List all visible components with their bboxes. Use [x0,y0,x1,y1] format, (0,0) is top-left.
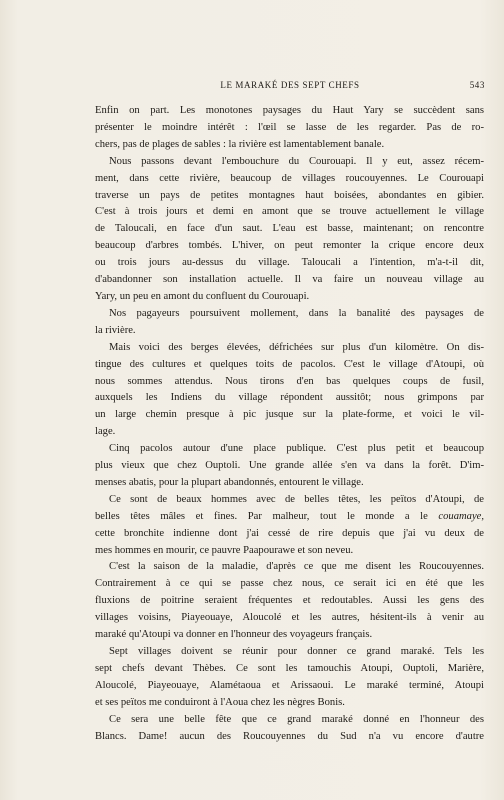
text-line: Blancs. Dame! aucun des Roucouyennes du Sud n'a vu encore d'autre [95,730,484,742]
text-line [95,509,484,526]
body-text [95,103,484,745]
text-line: traverse un pays de petites montagnes haut boisées, abondantes en gibier. [95,189,484,201]
text-line: de Taloucali, en face d'un saut. L'eau est basse, maintenant; on rencontre [95,223,484,235]
text-line: un large chemin presque à pic jusque sur la plate-forme, et voici le vil- [95,409,484,421]
running-title: LE MARAKÉ DES SEPT CHEFS [220,80,360,90]
text-line: Nos pagayeurs poursuivent mollement, dans la banalité des paysages de [109,307,484,319]
text-line: C'est la saison de la maladie, d'après ce que me disent les Roucouyennes. [109,561,484,573]
text-line: fluxions de poitrine seraient fréquentes et redoutables. Aussi les gens des [95,595,484,607]
text-line: C'est à trois jours et demi en amont que se trouve actuellement le village [95,206,484,218]
text-line: auxquels les Indiens du village répondent aussitôt; nous grimpons par [95,392,484,404]
text-fragment: belles têtes mâles et fines. Par malheur, tout le monde a le [95,510,428,522]
text-line: tingue des cultures et quelques toits de pacolos. C'est le village d'Atoupi, où [95,358,484,370]
text-line: chers, pas de plages de sables : la rivière est lamentablement banale. [95,138,385,150]
text-line: Enfin on part. Les monotones paysages du Haut Yary se succèdent sans [95,105,484,116]
text-line: Ce sera une belle fête que ce grand maraké donné en l'honneur des [109,713,484,725]
text-line: Ce sont de beaux hommes avec de belles têtes, les peïtos d'Atoupi, de [109,493,484,505]
text-line: beaucoup d'arbres tombés. L'hiver, on peut remonter la crique encore deux [95,240,484,252]
text-line: lage. [95,426,116,438]
page-number: 543 [469,80,485,90]
text-line: la rivière. [95,324,136,336]
text-line: Contrairement à ce qui se passe chez nous, ce serait ici en été que les [95,578,484,590]
text-line: Cinq pacolos autour d'une place publique. C'est plus petit et beaucoup [109,443,484,455]
text-line: Aloucolé, Piayeouaye, Alamétaoua et Arissaoui. Le maraké terminé, Atoupi [95,679,484,691]
text-line: ou trois jours au-dessus du village. Taloucali a l'intention, m'a-t-il dit, [95,257,484,269]
text-line: sept chefs devant Thèbes. Ce sont les tamouchis Atoupi, Ouptoli, Marière, [95,662,484,674]
text-line: Sept villages doivent se réunir pour donner ce grand maraké. Tels les [109,646,484,657]
running-head [95,80,485,94]
text-line: et ses peïtos me conduiront à l'Aoua chez les nègres Bonis. [95,696,345,708]
text-line: maraké qu'Atoupi va donner en l'honneur des voyageurs français. [95,629,373,641]
text-line: Mais voici des berges élevées, défrichées sur plus d'un kilomètre. On dis- [109,341,484,353]
text-line: villages voisins, Piayeouaye, Aloucolé et les autres, hésitent-ils à venir au [95,612,484,624]
italic-term: couamaye, [438,510,484,522]
text-line: Yary, un peu en amont du confluent du Courouapi. [95,290,310,302]
text-line: d'abandonner son installation actuelle. Il va faire un nouveau village au [95,274,484,286]
text-line: ment, dans cette rivière, beaucoup de villages roucouyennes. Le Courouapi [95,172,484,184]
text-line: nous sommes attendus. Nous tirons d'en bas quelques coups de fusil, [95,375,484,387]
text-line: mes hommes en mourir, ce pauvre Paapourawe et son neveu. [95,544,354,556]
text-line: Nous passons devant l'embouchure du Courouapi. Il y eut, assez récem- [109,155,484,167]
text-line: cette bronchite indienne dont j'ai cessé de rire depuis que j'ai vu deux de [95,527,484,539]
text-line: présenter le moindre intérêt : l'œil se lasse de les regarder. Pas de ro- [95,121,484,133]
text-line: menses abatis, pour la plupart abandonnés, entourent le village. [95,476,364,488]
text-line: plus vieux que chez Ouptoli. Une grande allée s'en va dans la forêt. D'im- [95,460,484,472]
